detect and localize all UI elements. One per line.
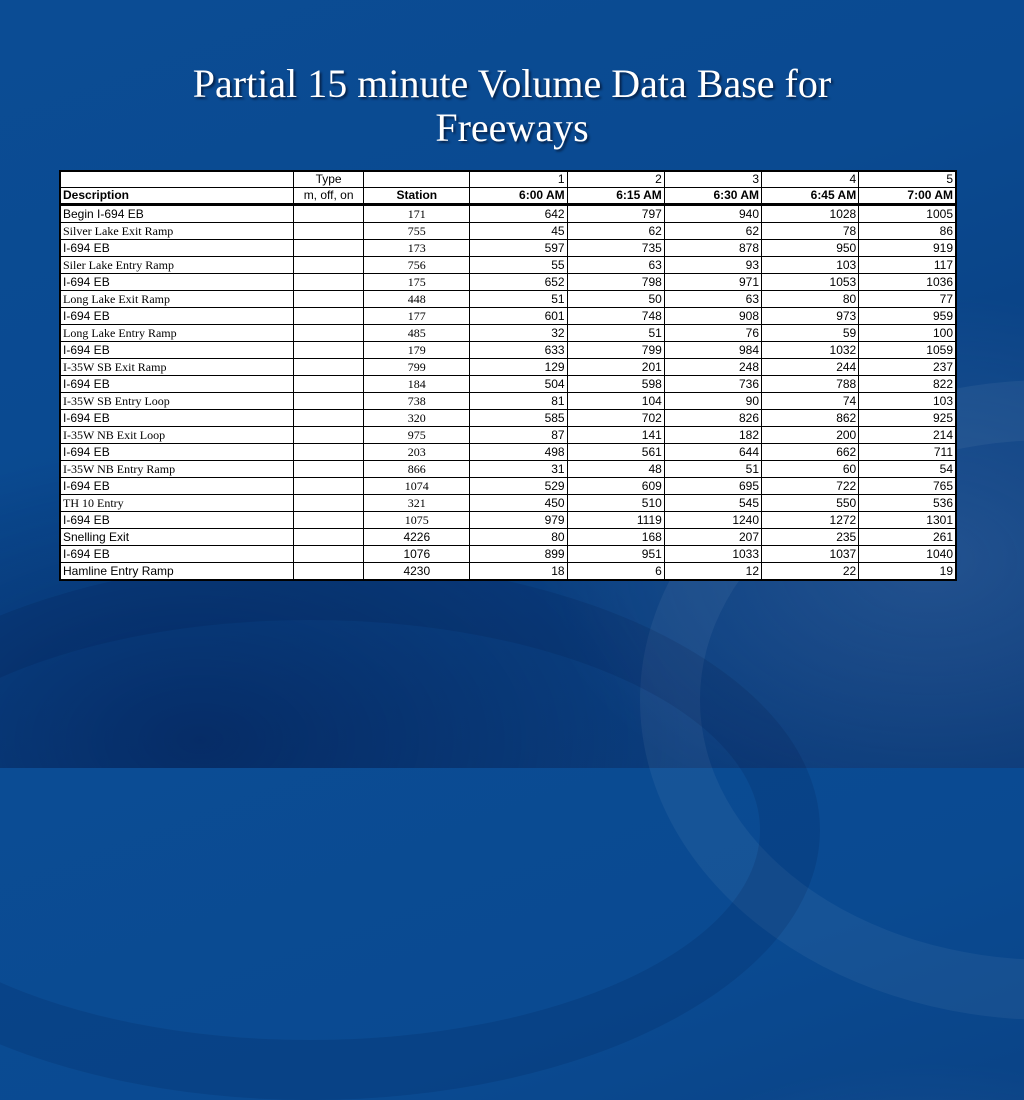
cell-volume: 1272	[762, 512, 859, 529]
table-row	[60, 512, 956, 529]
cell-volume: 609	[567, 478, 664, 495]
cell-volume: 77	[859, 291, 956, 308]
cell-type	[294, 427, 364, 444]
cell-volume: 51	[664, 461, 761, 478]
cell-description: I-694 EB	[60, 444, 294, 461]
cell-volume: 19	[859, 563, 956, 581]
cell-type	[294, 444, 364, 461]
cell-volume: 54	[859, 461, 956, 478]
header-cell-type-values: m, off, on	[294, 188, 364, 205]
cell-volume: 585	[470, 410, 567, 427]
table-row	[60, 359, 956, 376]
cell-volume: 735	[567, 240, 664, 257]
cell-description: Silver Lake Exit Ramp	[60, 223, 294, 240]
cell-volume: 702	[567, 410, 664, 427]
cell-station: 203	[364, 444, 470, 461]
cell-volume: 797	[567, 205, 664, 223]
slide-title-line-1: Partial 15 minute Volume Data Base for	[192, 61, 832, 106]
cell-volume: 32	[470, 325, 567, 342]
cell-station: 175	[364, 274, 470, 291]
cell-volume: 31	[470, 461, 567, 478]
cell-volume: 1028	[762, 205, 859, 223]
cell-type	[294, 495, 364, 512]
cell-volume: 201	[567, 359, 664, 376]
cell-volume: 529	[470, 478, 567, 495]
cell-volume: 561	[567, 444, 664, 461]
volume-data-table	[59, 170, 957, 581]
cell-volume: 200	[762, 427, 859, 444]
cell-volume: 644	[664, 444, 761, 461]
cell-type	[294, 359, 364, 376]
cell-description: I-35W SB Exit Ramp	[60, 359, 294, 376]
cell-volume: 1037	[762, 546, 859, 563]
cell-type	[294, 461, 364, 478]
header-cell-period: 1	[470, 171, 567, 188]
table-row	[60, 376, 956, 393]
cell-volume: 826	[664, 410, 761, 427]
table-row	[60, 205, 956, 223]
cell-description: I-694 EB	[60, 308, 294, 325]
cell-volume: 129	[470, 359, 567, 376]
cell-description: I-694 EB	[60, 240, 294, 257]
cell-description: I-694 EB	[60, 478, 294, 495]
table-row	[60, 461, 956, 478]
header-row-labels	[60, 188, 956, 205]
cell-volume: 862	[762, 410, 859, 427]
cell-type	[294, 563, 364, 581]
cell-volume: 973	[762, 308, 859, 325]
cell-station: 179	[364, 342, 470, 359]
cell-volume: 1059	[859, 342, 956, 359]
cell-description: Siler Lake Entry Ramp	[60, 257, 294, 274]
table-row	[60, 495, 956, 512]
cell-station: 1075	[364, 512, 470, 529]
cell-station: 1074	[364, 478, 470, 495]
table-row	[60, 223, 956, 240]
cell-description: I-694 EB	[60, 410, 294, 427]
cell-station: 756	[364, 257, 470, 274]
table-row	[60, 342, 956, 359]
table-row	[60, 325, 956, 342]
cell-station: 866	[364, 461, 470, 478]
cell-volume: 878	[664, 240, 761, 257]
cell-station: 321	[364, 495, 470, 512]
cell-station: 975	[364, 427, 470, 444]
cell-volume: 510	[567, 495, 664, 512]
cell-volume: 984	[664, 342, 761, 359]
cell-volume: 76	[664, 325, 761, 342]
cell-type	[294, 223, 364, 240]
cell-volume: 59	[762, 325, 859, 342]
table-row	[60, 563, 956, 581]
cell-description: Begin I-694 EB	[60, 205, 294, 223]
cell-volume: 951	[567, 546, 664, 563]
cell-volume: 748	[567, 308, 664, 325]
cell-volume: 711	[859, 444, 956, 461]
cell-volume: 950	[762, 240, 859, 257]
cell-volume: 1240	[664, 512, 761, 529]
cell-station: 738	[364, 393, 470, 410]
cell-type	[294, 205, 364, 223]
cell-station: 4226	[364, 529, 470, 546]
cell-volume: 244	[762, 359, 859, 376]
cell-description: I-35W SB Entry Loop	[60, 393, 294, 410]
cell-volume: 51	[470, 291, 567, 308]
cell-volume: 633	[470, 342, 567, 359]
cell-description: Snelling Exit	[60, 529, 294, 546]
cell-volume: 18	[470, 563, 567, 581]
cell-type	[294, 325, 364, 342]
cell-volume: 81	[470, 393, 567, 410]
header-cell-description: Description	[60, 188, 294, 205]
cell-volume: 1005	[859, 205, 956, 223]
header-cell-period: 3	[664, 171, 761, 188]
header-cell-time: 6:00 AM	[470, 188, 567, 205]
cell-volume: 104	[567, 393, 664, 410]
table-row	[60, 274, 956, 291]
header-cell-time: 7:00 AM	[859, 188, 956, 205]
cell-volume: 536	[859, 495, 956, 512]
cell-type	[294, 512, 364, 529]
cell-volume: 74	[762, 393, 859, 410]
table-row	[60, 291, 956, 308]
table-row	[60, 546, 956, 563]
cell-type	[294, 546, 364, 563]
cell-description: I-35W NB Exit Loop	[60, 427, 294, 444]
cell-volume: 765	[859, 478, 956, 495]
cell-volume: 695	[664, 478, 761, 495]
cell-volume: 662	[762, 444, 859, 461]
slide-title	[0, 62, 1024, 150]
cell-volume: 919	[859, 240, 956, 257]
cell-type	[294, 291, 364, 308]
table-row	[60, 529, 956, 546]
cell-volume: 87	[470, 427, 567, 444]
cell-station: 4230	[364, 563, 470, 581]
cell-volume: 798	[567, 274, 664, 291]
cell-volume: 722	[762, 478, 859, 495]
cell-volume: 1040	[859, 546, 956, 563]
cell-volume: 940	[664, 205, 761, 223]
slide-title-line-2: Freeways	[435, 105, 589, 150]
cell-volume: 799	[567, 342, 664, 359]
cell-volume: 908	[664, 308, 761, 325]
cell-volume: 925	[859, 410, 956, 427]
cell-description: Long Lake Exit Ramp	[60, 291, 294, 308]
cell-volume: 103	[859, 393, 956, 410]
cell-type	[294, 308, 364, 325]
cell-volume: 45	[470, 223, 567, 240]
table-row	[60, 393, 956, 410]
cell-type	[294, 274, 364, 291]
cell-volume: 93	[664, 257, 761, 274]
cell-type	[294, 393, 364, 410]
cell-volume: 48	[567, 461, 664, 478]
header-cell	[60, 171, 294, 188]
cell-volume: 22	[762, 563, 859, 581]
cell-volume: 207	[664, 529, 761, 546]
cell-volume: 60	[762, 461, 859, 478]
cell-volume: 822	[859, 376, 956, 393]
cell-volume: 55	[470, 257, 567, 274]
cell-station: 177	[364, 308, 470, 325]
header-cell-period: 5	[859, 171, 956, 188]
cell-station: 755	[364, 223, 470, 240]
background-swoosh	[0, 560, 820, 1100]
cell-volume: 1032	[762, 342, 859, 359]
cell-type	[294, 410, 364, 427]
table-row	[60, 444, 956, 461]
cell-description: I-694 EB	[60, 376, 294, 393]
cell-volume: 788	[762, 376, 859, 393]
cell-volume: 103	[762, 257, 859, 274]
header-cell-time: 6:15 AM	[567, 188, 664, 205]
cell-description: Long Lake Entry Ramp	[60, 325, 294, 342]
cell-station: 320	[364, 410, 470, 427]
cell-type	[294, 376, 364, 393]
cell-description: I-694 EB	[60, 546, 294, 563]
cell-station: 184	[364, 376, 470, 393]
cell-volume: 598	[567, 376, 664, 393]
cell-station: 448	[364, 291, 470, 308]
cell-volume: 6	[567, 563, 664, 581]
cell-description: I-694 EB	[60, 342, 294, 359]
cell-volume: 1053	[762, 274, 859, 291]
cell-volume: 214	[859, 427, 956, 444]
cell-volume: 100	[859, 325, 956, 342]
header-cell-time: 6:30 AM	[664, 188, 761, 205]
cell-volume: 182	[664, 427, 761, 444]
cell-volume: 62	[567, 223, 664, 240]
cell-type	[294, 257, 364, 274]
table-row	[60, 478, 956, 495]
cell-volume: 90	[664, 393, 761, 410]
cell-station: 171	[364, 205, 470, 223]
cell-volume: 261	[859, 529, 956, 546]
cell-volume: 601	[470, 308, 567, 325]
cell-volume: 86	[859, 223, 956, 240]
cell-type	[294, 478, 364, 495]
cell-station: 485	[364, 325, 470, 342]
cell-volume: 141	[567, 427, 664, 444]
table-row	[60, 410, 956, 427]
cell-volume: 979	[470, 512, 567, 529]
cell-description: I-35W NB Entry Ramp	[60, 461, 294, 478]
cell-volume: 80	[762, 291, 859, 308]
cell-type	[294, 342, 364, 359]
cell-volume: 498	[470, 444, 567, 461]
cell-volume: 63	[567, 257, 664, 274]
cell-station: 173	[364, 240, 470, 257]
header-cell-station: Station	[364, 188, 470, 205]
cell-volume: 1036	[859, 274, 956, 291]
cell-volume: 450	[470, 495, 567, 512]
header-cell-time: 6:45 AM	[762, 188, 859, 205]
cell-volume: 652	[470, 274, 567, 291]
cell-volume: 80	[470, 529, 567, 546]
cell-volume: 971	[664, 274, 761, 291]
cell-volume: 237	[859, 359, 956, 376]
cell-volume: 642	[470, 205, 567, 223]
cell-volume: 78	[762, 223, 859, 240]
table-row	[60, 240, 956, 257]
cell-volume: 1301	[859, 512, 956, 529]
header-cell-type: Type	[294, 171, 364, 188]
table-row	[60, 427, 956, 444]
header-cell	[364, 171, 470, 188]
cell-volume: 168	[567, 529, 664, 546]
cell-volume: 51	[567, 325, 664, 342]
cell-volume: 597	[470, 240, 567, 257]
cell-description: I-694 EB	[60, 274, 294, 291]
cell-volume: 248	[664, 359, 761, 376]
header-cell-period: 2	[567, 171, 664, 188]
cell-description: I-694 EB	[60, 512, 294, 529]
cell-volume: 50	[567, 291, 664, 308]
cell-volume: 12	[664, 563, 761, 581]
cell-volume: 235	[762, 529, 859, 546]
table-row	[60, 308, 956, 325]
cell-description: Hamline Entry Ramp	[60, 563, 294, 581]
cell-volume: 899	[470, 546, 567, 563]
cell-volume: 550	[762, 495, 859, 512]
table-row	[60, 257, 956, 274]
cell-volume: 1033	[664, 546, 761, 563]
cell-volume: 63	[664, 291, 761, 308]
cell-station: 1076	[364, 546, 470, 563]
cell-type	[294, 529, 364, 546]
cell-volume: 736	[664, 376, 761, 393]
cell-volume: 504	[470, 376, 567, 393]
cell-volume: 545	[664, 495, 761, 512]
header-cell-period: 4	[762, 171, 859, 188]
cell-volume: 1119	[567, 512, 664, 529]
header-row-periods	[60, 171, 956, 188]
cell-type	[294, 240, 364, 257]
cell-station: 799	[364, 359, 470, 376]
cell-volume: 62	[664, 223, 761, 240]
cell-volume: 117	[859, 257, 956, 274]
cell-volume: 959	[859, 308, 956, 325]
cell-description: TH 10 Entry	[60, 495, 294, 512]
